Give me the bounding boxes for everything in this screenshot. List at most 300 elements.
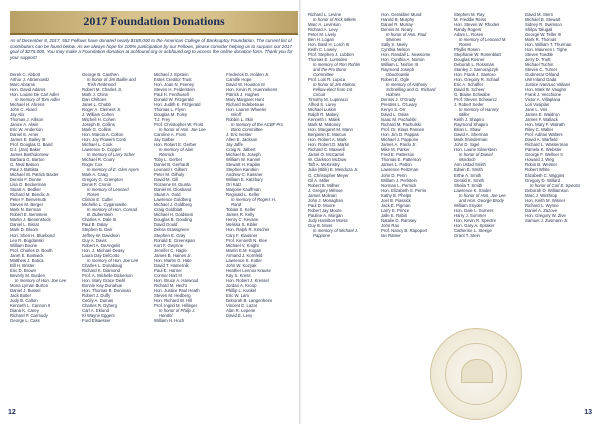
donor-name: Michael Luskin (308, 107, 337, 113)
donor-name: Hon. Cynthia A. Norton (381, 57, 425, 63)
donor-name: David M. Stern (525, 12, 554, 17)
donor-name: David A. Warfield (525, 137, 558, 143)
donor-name: William Snyder (454, 202, 483, 208)
donor-name: Bonnie Kay Donahue (82, 282, 123, 288)
donor-name: Edwin E. Smith (454, 167, 483, 173)
donor-name: Michael B. Stewart (525, 17, 561, 23)
donor-dedication: In memory of the ACBF Pro (231, 122, 283, 128)
donor-name: Robert E. Ogle (381, 77, 410, 83)
donor-name: Gregory G. Crampton (82, 177, 123, 183)
donor-name: Jack E. Pigman (381, 202, 411, 208)
donor-name: Lawrence Peitzman (381, 167, 419, 173)
donor-name: Catherine L. Steege (454, 227, 492, 233)
donor-name: Daniel M. Glosband (154, 187, 192, 193)
donor-name: Donald W. Fitzgerald (154, 97, 194, 103)
donor-name: Caroline A. Frost (154, 132, 186, 138)
donor-name: William W. Kannel (226, 157, 261, 163)
donor-dedication: Resnick (159, 152, 175, 158)
donor-dedication: and the Pro Bono (313, 67, 347, 73)
donor-name: George L. Cass (10, 317, 40, 323)
donor-dedication: Murdoch (459, 157, 476, 163)
donor-name: Carl A. Eklund (82, 307, 109, 313)
donor-name: G. Blaine Schwabe (454, 92, 491, 98)
donor-name: Steven M. Berger (10, 202, 44, 208)
donor-name: Mark G. Collins (82, 127, 112, 133)
donor-column-2 (82, 72, 154, 323)
donor-name: UW Inland Gada (525, 77, 557, 83)
donor-name: Estes Creditor Trust (154, 77, 192, 83)
donor-name: Hon. Mark W. Vaughn (525, 87, 567, 93)
donor-name: Paul D. Moore (308, 202, 336, 208)
donor-name: Prof. Adrian Walters (525, 132, 563, 138)
donor-name: Jennifer C. Hagle (154, 247, 187, 253)
donor-column-7 (454, 12, 526, 238)
donor-name: Beverly M. Burden (10, 272, 45, 278)
donor-name: Joseph B. Collins (82, 122, 115, 128)
donor-name: Steven H. Felderstein (154, 87, 195, 93)
donor-dedication: In honor of Hon. Paul (386, 32, 427, 38)
donor-name: Prof. Stephen J. Lubben (308, 52, 354, 58)
donor-name: Prof. A. Michelle Dickerson (82, 272, 133, 278)
donor-name: Hon. Dale L. Somers (454, 207, 494, 213)
donor-name: Harry J. Sommer (454, 212, 487, 218)
donor-name: David Gould (154, 222, 178, 228)
donor-name: Reginald L. Keller (226, 192, 260, 198)
donor-name: Keith J. Shapiro (454, 117, 485, 123)
donor-name: Hon. Martin G. Hale (154, 257, 192, 263)
donor-name: Douglas B. Gooding (154, 217, 193, 223)
title-banner (10, 11, 298, 35)
donor-column-8 (525, 12, 597, 223)
donor-name: J. Gregory Milmoe (308, 187, 343, 193)
donor-name: Douglas Rosner (454, 57, 485, 63)
donor-name: David W. Houston III (226, 82, 265, 88)
donor-name: Lawrence Goldberg (154, 197, 192, 203)
donor-dedication: In memory of Michael J. (313, 227, 359, 233)
donor-name: M. Freddie Reiss (454, 17, 487, 23)
donor-dedication: In honor of Hon. Joe Lee (459, 192, 506, 198)
donor-name: Ann Ustad Smith (454, 162, 486, 168)
donor-name: Mark Shinderman (454, 137, 488, 143)
donor-name: William E. Katzbury (226, 177, 263, 183)
donor-name: Dan Chiltoes (82, 97, 107, 103)
donor-name: Leo R. Bogdanski (10, 237, 44, 243)
donor-name: Heather Lennox Krause (226, 267, 271, 273)
donor-name: James E. Waldron (525, 112, 560, 118)
donor-name: Stephen E. Gray (154, 232, 186, 238)
donor-name: Hon. Gary A. Spraker (454, 222, 495, 228)
donor-name: Benjamin E. Marcus (308, 132, 347, 138)
donor-name: Michael J. Epstein (154, 72, 189, 77)
donor-name: Victor A. Villaplana (525, 97, 561, 103)
donor-dedication: In honor of Jim Baillie and (87, 77, 136, 83)
donor-name: Hon. Jim D. Pappas (381, 132, 419, 138)
donor-name: Paul H. Fenthusell (154, 92, 189, 98)
donor-name: Hon. Justice Paul Heath (154, 287, 200, 293)
donor-name: Hon. Sheri H. Bluebond (10, 232, 55, 238)
donor-name: Kl Wayne Eggers (82, 312, 115, 318)
donor-name: Daniel B. Gerhardt (154, 162, 190, 168)
donor-name: Jerry D. Truitt (525, 57, 551, 63)
donor-name: Brian L. Shaw (454, 127, 481, 133)
donor-name: Roger Cox (82, 162, 103, 168)
donor-name: David E. Levy (226, 312, 253, 318)
donor-name: Robert J. Duffy (82, 292, 111, 298)
donor-name: Mona Lyman Burton (10, 282, 49, 288)
donor-name: Hon. Lauren Wheeler (226, 107, 267, 113)
donor-name: Richard P. Carmody (10, 312, 48, 318)
donor-name: Charles L. Donabaug (82, 262, 123, 268)
donor-name: Mitchell H. Cohen (82, 117, 116, 123)
donor-name: Rozanne M. Giunta (154, 182, 191, 188)
donor-name: Hon. Joy Flowers Conti (82, 137, 126, 143)
donor-name: Dennis F. Dunne (10, 177, 42, 183)
donor-name: Hon. Elizabeth S. Perris (381, 187, 427, 193)
donor-dedication: In memory of Hon. Joe Lee (15, 277, 67, 283)
donor-name: Stuart A. Gold (154, 192, 181, 198)
donor-column-3 (154, 72, 226, 323)
donor-name: Armand J. Kornfeld (226, 252, 263, 258)
donor-name: Prof. Ingrid M. Hillinger (154, 302, 198, 308)
donor-dedication: In memory of Tom Adler (15, 97, 61, 103)
donor-name: Janice A. Alwin (10, 122, 39, 128)
donor-name: Hon. Bruce A. Harwood (154, 277, 199, 283)
donor-name: Peter F. Benvenutti (10, 197, 46, 203)
donor-name: W. Clarkson McDow (308, 157, 347, 163)
donor-name: Guy B. Moss (308, 222, 333, 228)
donor-name: Hon. Basil H. Lorch III (308, 42, 350, 48)
intro-paragraph: As of December 8, 2017, 552 Fellows have donated nearly $188,000 to the American College of Bankruptcy Foundation. The current list of contributors can be found below. As we always hope for 100% participation by our Fellows, please consider helping us to surpass our 2017 goal of $275,000. You may make a Foundation donation at acbfound.org or acbfound.org to access the online donation form. Thank you for your support! (10, 38, 293, 60)
donor-name: Mark N. Berman (10, 207, 41, 213)
donor-name: Hon. Frank J. Santoro (454, 72, 496, 78)
donor-name: Stephen M. Ray (454, 12, 485, 17)
donor-name: Deborah L. Rossman (454, 62, 495, 68)
donor-name: Hon. Gregory R. Schaaf (454, 77, 500, 83)
donor-dedication: In memory of Leonard M. (459, 37, 507, 43)
donor-name: Cary F. Klausner (226, 232, 258, 238)
donor-dedication: Bono Committee (231, 127, 263, 133)
donor-name: Richard C. Maxwell (308, 147, 345, 153)
donor-name: Hon. Joan N. Feeney (154, 82, 195, 88)
donor-name: J. Robert Seder (454, 102, 484, 108)
donor-name: Harold B. Murphy (381, 17, 415, 23)
donor-name: Sheila T. Smith (454, 182, 483, 188)
donor-name: Leonard I. Gilbert (154, 167, 187, 173)
donor-name: Eric W. Lam (226, 292, 249, 298)
donor-name: Hon. Robert E. Gerber (154, 142, 197, 148)
donor-name: James E. Bailey III (10, 137, 46, 143)
donor-name: Eric D. Brown (10, 267, 36, 273)
donor-name: Richard M. Pachulski (381, 122, 421, 128)
donor-name: Samuel J. Zusmann Jr. (525, 217, 569, 223)
donor-dedication: Obuchowski (386, 72, 410, 78)
donor-name: Adam L. Rosen (454, 32, 484, 38)
donor-name: George W. Teller III (525, 32, 562, 38)
donor-name: Marc Abrams (10, 82, 36, 88)
donor-dedication: In memory of Harvey (459, 107, 499, 113)
donor-name: Stephen B. Darr (82, 227, 113, 233)
donor-name: James B. Haines Jr. (154, 252, 192, 258)
donor-name: Hon. David Adams (10, 87, 46, 93)
donor-name: Jay Galber (154, 137, 175, 143)
donor-name: T.J. Frey (154, 117, 171, 123)
donor-column-5 (308, 12, 380, 238)
donor-name: Prof. Nancy B. Rapoport (381, 227, 428, 233)
donor-name: Melissa S. Kibler (226, 222, 258, 228)
donor-dedication: In memory of Alan (159, 147, 194, 153)
donor-name: Hon. Randall L. Newsome (381, 52, 431, 58)
donor-name: Michael Tuchin (525, 62, 554, 68)
donor-name: James A. Pardo Jr. (381, 142, 417, 148)
donor-name: John W. Kozyak (226, 262, 257, 268)
donor-name: Hon. Ralph R. Kirscher (226, 227, 270, 233)
donor-name: Henry C. Kevane (226, 217, 259, 223)
donor-name: Ian Ratner (381, 232, 401, 238)
donor-name: Kenyo S. Orr (381, 107, 406, 113)
donor-name: Michael L. Cook (82, 142, 113, 148)
donor-name: Paul E. Harner (154, 267, 182, 273)
donor-name: Lisa G. Beckerman (10, 182, 47, 188)
donor-name: Hon. Judith K. Fitzgerald (154, 102, 201, 108)
donor-name: Steven M. Hedberg (154, 292, 191, 298)
donor-name: Cecily A. Dumas (82, 297, 114, 303)
donor-name: Mark R. Thomas (525, 37, 557, 43)
donor-name: John Rao (381, 222, 400, 228)
donor-name: Richard A. Levy (308, 27, 338, 33)
donor-name: Hon. Mary F. Walrath (525, 122, 565, 128)
donor-name: J. Eric Ivester (226, 132, 252, 138)
donor-name: Riley C. Walter (525, 127, 554, 133)
donor-name: Allen E. Jackson (226, 137, 258, 143)
page-number-left: 12 (8, 409, 16, 416)
donor-column-4 (226, 72, 298, 318)
donor-name: Grant T. Stein (454, 232, 480, 238)
donor-name: Hon. Richard W. Hill (154, 297, 193, 303)
donor-dedication: Pappone (313, 232, 331, 238)
donor-name: Thomas J. Allison (10, 117, 44, 123)
donor-name: Prentiss L. O'Leary (381, 102, 418, 108)
donor-name: David B. Scheer (454, 87, 485, 93)
donor-dedication: Hendel (159, 312, 173, 318)
donor-name: Mark D. Bloom (10, 227, 39, 233)
donor-name: Martin E.M. Kogan (226, 247, 262, 253)
donor-name: Mike M. Parker (381, 147, 410, 153)
donor-name: Bill H. Brister (10, 262, 35, 268)
donor-dedication: Trish Redmond (87, 82, 116, 88)
donor-name: Thomas L. Flynn (154, 107, 186, 113)
donor-column-6 (381, 12, 453, 238)
donor-name: Peter M. Lively (308, 32, 337, 38)
donor-name: Dennis M. Neary (381, 27, 413, 33)
donor-name: Gerald K. Smith (454, 177, 484, 183)
donor-name: Hon. William T. Thurman (525, 42, 572, 48)
donor-name: Debra Grassgreen (154, 227, 189, 233)
donor-name: Steven C. Turner (525, 67, 558, 73)
donor-name: Norman L. Pernick (381, 182, 417, 188)
donor-name: Hon. Kevin R. Spectre (454, 217, 497, 223)
donor-name: Jack Butler (10, 292, 32, 298)
donor-name: Michael H. Goldstein (154, 212, 194, 218)
donor-name: Paul B. Dalay (82, 222, 108, 228)
donor-dedication: In memory of Hon. Conrad (87, 207, 138, 213)
donor-name: Jay Jaffe (226, 142, 243, 148)
donor-dedication: In memory of Hon. Joe Lee (87, 257, 139, 263)
donor-name: Hon. Robert A. Mark (308, 137, 347, 143)
donor-dedication: and Hon. George Brody (459, 197, 504, 203)
donor-name: Roger A. Clement Jr. (82, 107, 122, 113)
donor-dedication: In honor of Hon. Joe Lee (159, 127, 206, 133)
page-gutter (299, 0, 301, 424)
donor-dedication: In memory of Anthony (386, 82, 428, 88)
donor-name: Prof. Douglas G. Baird (10, 142, 53, 148)
donor-name: Mark M. Maloney (308, 122, 341, 128)
donor-dedication: In honor of Philip J. (159, 307, 196, 313)
donor-name: Stephanie W. Rosenblatt (454, 52, 501, 58)
donor-name: Marc J. Winthrop (525, 192, 558, 198)
donor-dedication: In memory of E. Glen Ayers (87, 167, 140, 173)
donor-name: Hon. J. Michael Deasy (82, 247, 125, 253)
donor-name: Charles R. Dyberg (82, 302, 117, 308)
donor-name: James L. Patton (381, 162, 412, 168)
donor-name: Randy Rogers (454, 27, 482, 33)
donor-name: David M. Gill (154, 177, 179, 183)
donor-name: Tobias S. Keller (226, 207, 256, 213)
donor-name: Erthe A. Smith (454, 172, 482, 178)
donor-name: Kurt F. Gwynne (154, 242, 184, 248)
donor-name: Hon. Laurie Silverstein (454, 147, 497, 153)
donor-name: Judy B. Calton (10, 297, 38, 303)
donor-name: Mark A. Craig (82, 172, 108, 178)
college-seal-watermark (430, 328, 522, 420)
donor-dedication: In memory of Leonard (87, 187, 129, 193)
donor-name: Robin B. Weimer (525, 162, 558, 168)
donor-name: Ben H. Logan (308, 37, 334, 43)
donor-name: Kenneth L. Cannon II (10, 302, 51, 308)
donor-name: Robbin L. Itkin (226, 117, 254, 123)
donor-name: Elizabeth C. Wiggins (525, 172, 565, 178)
donor-name: Gudmerar Ohland (525, 72, 560, 78)
donor-name: Stewart H. Kaplan (226, 162, 261, 168)
donor-name: Hon. Margaret M. Mann (308, 127, 353, 133)
donor-name: G. Neal Batson (10, 162, 39, 168)
donor-name: Charles A. Dale III (82, 217, 117, 223)
donor-name: Prof. Charles D. Booth (10, 247, 53, 253)
donor-dedication: Mannes (386, 37, 402, 43)
donor-name: Alan R. Lepene (226, 307, 256, 313)
donor-name: George F. Wellner II (525, 152, 563, 158)
donor-name: Patrick J. Hughes (226, 92, 260, 98)
donor-name: Richard L. Wynne (525, 202, 559, 208)
donor-name: Hon. Thomas B. Donovan (82, 287, 131, 293)
donor-name: J. William Cohen (82, 112, 114, 118)
donor-name: Peter M. Gilhuly (154, 172, 185, 178)
donor-name: Phillip L. Kunkel (226, 287, 257, 293)
donor-name: Matthew J. Botica (10, 257, 44, 263)
donor-name: Stuart A. Bedker (10, 187, 41, 193)
donor-name: Thomas E. Lumsden (308, 57, 348, 63)
donor-name: Pamela K. Webster (525, 147, 562, 153)
donor-name: Daniel R. Murray (381, 22, 413, 28)
donor-name: Hon. Kevin R. Huennekens (226, 87, 278, 93)
donor-dedication: B. Duberstein (87, 212, 113, 218)
donor-dedication: Iskoff (231, 112, 242, 118)
page-number-right: 13 (584, 409, 592, 416)
donor-name: Hon. Steven W. Rhodes (454, 22, 500, 28)
donor-dedication: Rosen (87, 192, 100, 198)
donor-name: Richard K. Diamond (82, 267, 121, 273)
donor-name: Cynthia Nelson (381, 47, 410, 53)
donor-name: Janet E. Bostwick (10, 252, 44, 258)
donor-name: Hon. Keith M. Wisner (525, 197, 566, 203)
donor-name: Michael R. Coury (82, 157, 115, 163)
donor-name: Timothy M. Lupinacci (308, 97, 348, 103)
donor-name: Howard J. Weg (525, 157, 554, 163)
donor-name: Alfred S. Lurey (308, 102, 337, 108)
donor-name: Paul J. Battista (10, 167, 39, 173)
donor-dedication: In honor of Daniel (459, 152, 493, 158)
donor-name: Judy Hamilton Morse (308, 217, 348, 223)
donor-dedication: Miller (459, 112, 470, 118)
donor-name: William H. Hoch (154, 317, 185, 323)
donor-name: William L. Norton III (381, 62, 419, 68)
donor-name: Hon. Louise De Carl Adler (10, 92, 60, 98)
donor-column-1 (10, 72, 82, 323)
donor-name: Conner Hart III (154, 272, 182, 278)
donor-dedication: In memory of Rogers H. (231, 197, 277, 203)
donor-name: Sally S. Neely (381, 42, 408, 48)
donor-name: D.J. (Jan) Baker (10, 147, 41, 153)
donor-name: Michael J. Goldberg (154, 202, 192, 208)
donor-name: William Boone (10, 242, 38, 248)
donor-name: Prof. Kenneth N. Klee (226, 237, 268, 243)
donor-name: Hon. Maureen I. Tighe (525, 47, 568, 53)
donor-name: Jane L. Vris (525, 107, 548, 113)
donor-name: Frederick D. Holden Jr. (226, 72, 270, 77)
donor-name: Barbara G. Barton (10, 157, 45, 163)
donor-name: Pauline A. Morgan (308, 212, 343, 218)
donor-name: Keith C. Lowey (308, 47, 337, 53)
donor-name: Janet L. Chubb (82, 102, 111, 108)
donor-dedication: In memory of Ron Rohlin (313, 62, 361, 68)
donor-name: Deborah B. Langenheim (226, 297, 273, 303)
donor-name: John D. Sigel (454, 142, 480, 148)
donor-name: Deborah D. Williamson (525, 187, 569, 193)
donor-name: Richard M. Hecht (154, 282, 187, 288)
donor-dedication: Committee (313, 72, 334, 78)
donor-name: David T. Hamernik (154, 262, 189, 268)
donor-dedication: In memory of Larry Scher (87, 152, 135, 158)
donor-name: Daniel E. Arner (10, 132, 39, 138)
donor-name: Robert A. DeAngelis (82, 242, 121, 248)
donor-name: Prof. Dr. Klaus Pannen (381, 127, 425, 133)
donor-name: Robert White (525, 167, 550, 173)
donor-name: Stephen Karotkin (226, 167, 259, 173)
donor-name: Taft A. McKinstry (308, 162, 340, 168)
donor-name: Michael B. Joseph (226, 152, 261, 158)
donor-dedication: In honor of Carl E. Spector (530, 182, 581, 188)
donor-dedication: In honor of Jim Molnar, (313, 82, 357, 88)
donor-name: Steven Toedtle (525, 52, 554, 58)
donor-name: James Bartholomew (10, 152, 49, 158)
donor-name: Lawrence D. Coppel (82, 147, 121, 153)
donor-name: Robert Jay Moore (308, 207, 342, 213)
donor-name: John C. Akard (10, 107, 37, 113)
donor-name: Prof. Steven Schwarcz (454, 97, 497, 103)
donor-name: Natalie D. Ramsey (381, 217, 417, 223)
donor-name: Raymond Joseph (381, 67, 415, 73)
donor-name: Michael V. Knight (226, 242, 259, 248)
donor-name: Phyllis Rosen (454, 47, 480, 53)
